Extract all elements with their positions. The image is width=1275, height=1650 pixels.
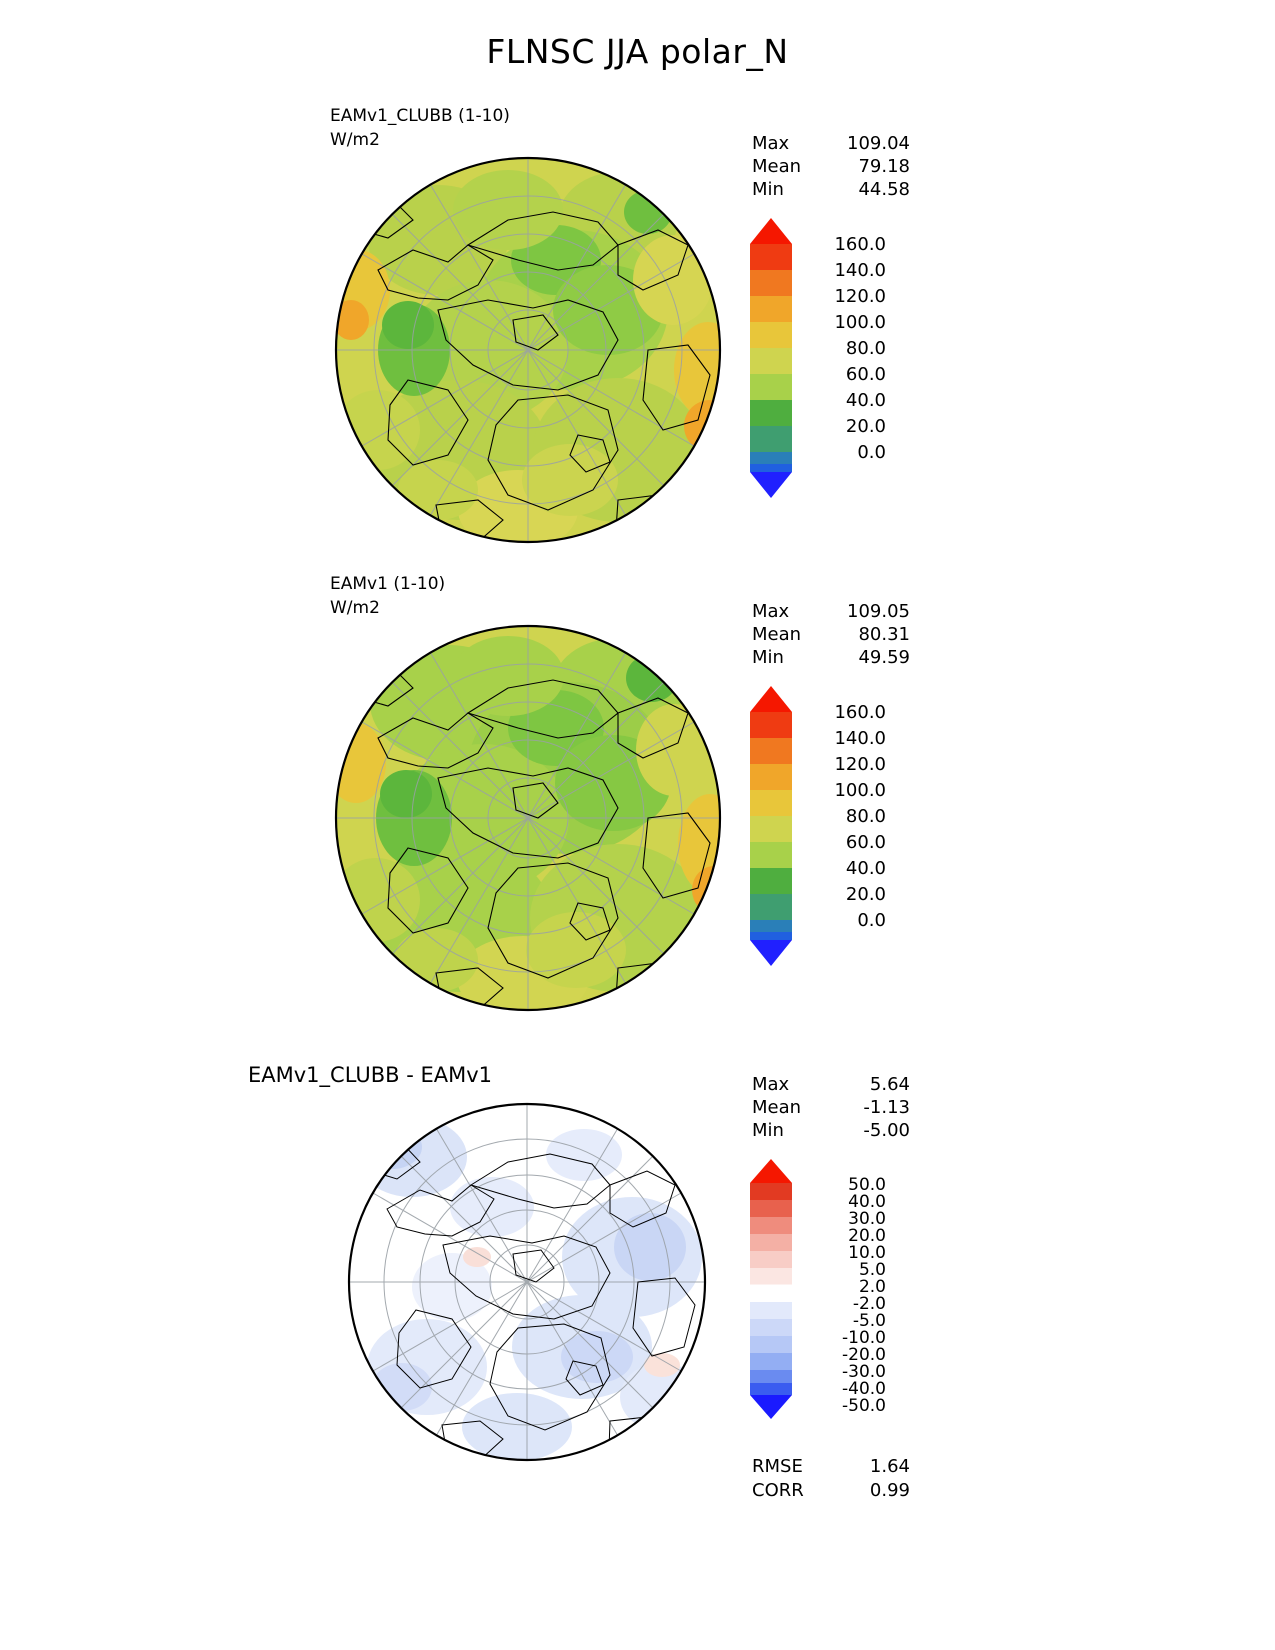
stat-key: Min <box>752 1120 784 1141</box>
colorbar-ticks <box>804 686 890 966</box>
colorbar-tick: 0.0 <box>857 442 886 463</box>
colorbar-tick: 140.0 <box>834 260 886 281</box>
stat-value: 109.04 <box>847 133 910 154</box>
colorbar-tick: 60.0 <box>845 364 886 385</box>
stat-key: Mean <box>752 156 802 177</box>
colorbar-ticks <box>804 218 890 498</box>
panel-3-footer-stats <box>752 1455 910 1503</box>
panel-difference <box>0 1055 1275 1575</box>
stat-row-max <box>752 600 910 623</box>
colorbar-tick: -40.0 <box>842 1379 886 1399</box>
colorbar-tick: -50.0 <box>842 1396 886 1416</box>
panel-3-label: EAMv1_CLUBB - EAMv1 <box>247 1063 492 1087</box>
colorbar-tick: 40.0 <box>845 390 886 411</box>
colorbar-tick: 120.0 <box>834 286 886 307</box>
colorbar-tick: 60.0 <box>845 832 886 853</box>
colorbar-swatches <box>748 686 794 966</box>
stat-value: 0.99 <box>869 1480 910 1501</box>
stat-row-max <box>752 1073 910 1096</box>
panel-2-label-line1: EAMv1 (1-10) <box>330 574 446 594</box>
panel-1-label-line2: W/m2 <box>330 130 380 150</box>
colorbar-tick: 20.0 <box>845 416 886 437</box>
colorbar-tick: 2.0 <box>858 1277 886 1297</box>
stat-key: RMSE <box>752 1456 803 1477</box>
stat-row-mean <box>752 1096 910 1119</box>
graticule <box>336 158 720 542</box>
colorbar-tick: 160.0 <box>834 702 886 723</box>
colorbar-tick: -2.0 <box>852 1294 886 1314</box>
colorbar-swatches <box>748 218 794 498</box>
colorbar-tick: 0.0 <box>857 910 886 931</box>
stat-value: 109.05 <box>847 601 910 622</box>
panel-1-stats <box>752 132 910 201</box>
panel-eamv1-clubb <box>0 100 1275 560</box>
colorbar-ticks <box>804 1159 890 1419</box>
colorbar-tick: -20.0 <box>842 1345 886 1365</box>
stat-value: 80.31 <box>858 624 910 645</box>
polar-map-svg <box>332 1097 722 1467</box>
colorbar-tick: -5.0 <box>852 1311 886 1331</box>
graticule <box>336 626 720 1010</box>
stat-row-rmse <box>752 1455 910 1479</box>
colorbar-tick: 10.0 <box>848 1243 886 1263</box>
colorbar-tick: 100.0 <box>834 780 886 801</box>
colorbar-tick: 20.0 <box>848 1226 886 1246</box>
stat-row-corr <box>752 1479 910 1503</box>
stat-row-min <box>752 178 910 201</box>
colorbar-swatches <box>748 1159 794 1419</box>
stat-key: Mean <box>752 624 802 645</box>
stat-key: Max <box>752 1074 790 1095</box>
stat-row-mean <box>752 623 910 646</box>
stat-value: 44.58 <box>858 179 910 200</box>
panel-1-map <box>318 150 738 550</box>
colorbar-tick: 100.0 <box>834 312 886 333</box>
stat-key: Min <box>752 179 784 200</box>
panel-2-map <box>318 618 738 1018</box>
stat-key: Max <box>752 133 790 154</box>
colorbar-tick: 160.0 <box>834 234 886 255</box>
panel-3-map <box>332 1097 722 1467</box>
panel-2-label-line2: W/m2 <box>330 598 380 618</box>
stat-row-max <box>752 132 910 155</box>
stat-value: 79.18 <box>858 156 910 177</box>
panel-3-stats <box>752 1073 910 1142</box>
colorbar-tick: 80.0 <box>845 338 886 359</box>
colorbar-tick: 120.0 <box>834 754 886 775</box>
colorbar-tick: 50.0 <box>848 1175 886 1195</box>
graticule <box>349 1104 705 1460</box>
colorbar-tick: 5.0 <box>858 1260 886 1280</box>
stat-key: Max <box>752 601 790 622</box>
panel-eamv1 <box>0 568 1275 1028</box>
panel-2-stats <box>752 600 910 669</box>
page-title: FLNSC JJA polar_N <box>486 32 789 71</box>
colorbar-tick: 20.0 <box>845 884 886 905</box>
colorbar-tick: 140.0 <box>834 728 886 749</box>
stat-value: -1.13 <box>863 1097 910 1118</box>
stat-row-mean <box>752 155 910 178</box>
polar-map-svg <box>318 618 738 1018</box>
stat-value: 1.64 <box>869 1456 910 1477</box>
colorbar-tick: 40.0 <box>848 1192 886 1212</box>
colorbar-tick: 40.0 <box>845 858 886 879</box>
colorbar-tick: -30.0 <box>842 1362 886 1382</box>
map-contours <box>349 1104 705 1461</box>
colorbar-tick: 80.0 <box>845 806 886 827</box>
stat-value: -5.00 <box>863 1120 910 1141</box>
stat-key: Mean <box>752 1097 802 1118</box>
stat-key: Min <box>752 647 784 668</box>
stat-value: 5.64 <box>869 1074 910 1095</box>
polar-map-svg <box>318 150 738 550</box>
stat-row-min <box>752 1119 910 1142</box>
panel-1-label-line1: EAMv1_CLUBB (1-10) <box>330 106 510 126</box>
stat-key: CORR <box>752 1480 804 1501</box>
stat-row-min <box>752 646 910 669</box>
colorbar-tick: 30.0 <box>848 1209 886 1229</box>
stat-value: 49.59 <box>858 647 910 668</box>
map-contours <box>326 158 738 550</box>
colorbar-tick: -10.0 <box>842 1328 886 1348</box>
